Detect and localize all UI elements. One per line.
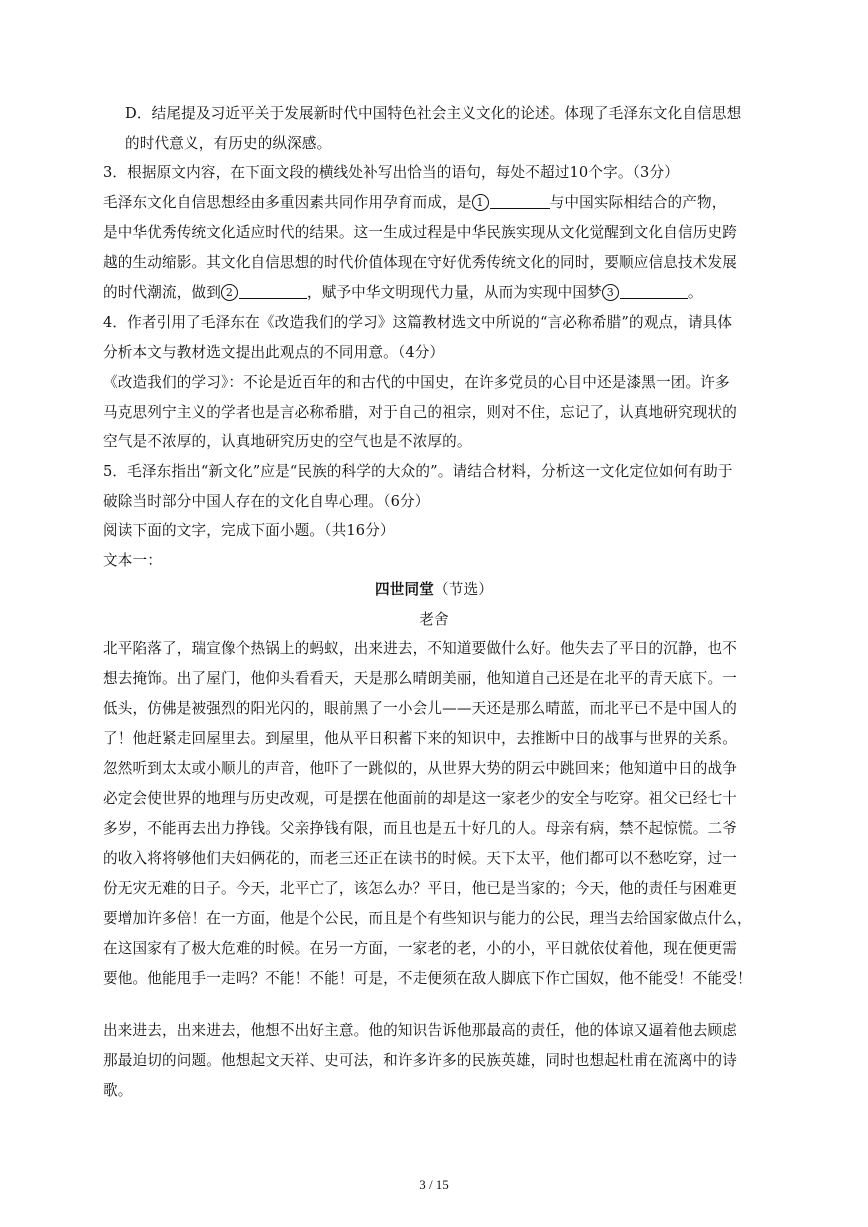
- fill-blank-2[interactable]: [239, 283, 307, 299]
- passage-line: 要他。他能甩手一走吗？不能！不能！可是，不走便须在敌人脚底下作亡国奴，他不能受！不能受！: [103, 970, 752, 987]
- passage-title: [0, 580, 868, 600]
- passage-text: 与中国实际相结合的产物，: [549, 194, 727, 211]
- blank-marker-2: 2: [221, 284, 238, 301]
- passage-line: 了！他赶紧走回屋里去。到屋里，他从平日积蓄下来的知识中，去推断中日的战事与世界的关系。: [103, 730, 737, 747]
- passage-line: 份无灾无难的日子。今天，北平亡了，该怎么办？平日，他已是当家的；今天，他的责任与困难更: [103, 880, 737, 897]
- option-d-line1: D．结尾提及习近平关于发展新时代中国特色社会主义文化的论述。体现了毛泽东文化自信思想: [125, 105, 742, 122]
- passage-line: 的收入将将够他们夫妇俩花的，而老三还正在读书的时候。天下太平，他们都可以不愁吃穿，过一: [103, 850, 737, 867]
- passage-text: 毛泽东文化自信思想经由多重因素共同作用孕育而成，是: [103, 194, 472, 211]
- question-5-line1: 5．毛泽东指出“新文化”应是“民族的科学的大众的”。请结合材料，分析这一文化定位如何有助于: [103, 463, 733, 480]
- title-main: 四世同堂: [375, 581, 434, 598]
- question-3-passage-line4: [103, 283, 773, 303]
- passage-line: 要增加许多倍！在一方面，他是个公民，而且是个有些知识与能力的公民，理当去给国家做点什么，: [103, 910, 752, 927]
- question-3-passage-line2: 是中华优秀传统文化适应时代的结果。这一生成过程是中华民族实现从文化觉醒到文化自信历史跨: [103, 224, 737, 241]
- passage-line: 多岁，不能再去出力挣钱。父亲挣钱有限，而且也是五十好几的人。母亲有病，禁不起惊慌。二爷: [103, 820, 737, 837]
- passage-line: 想去掩饰。出了屋门，他仰头看看天，天是那么晴朗美丽，他知道自己还是在北平的青天底下。一: [103, 670, 737, 687]
- question-5-line2: 破除当时部分中国人存在的文化自卑心理。（6分）: [103, 493, 430, 510]
- passage-line: 那最迫切的问题。他想起文天祥、史可法，和许多许多的民族英雄，同时也想起杜甫在流离中的诗: [103, 1052, 737, 1069]
- page-number: 3 / 15: [419, 1177, 449, 1192]
- passage-line: 在这国家有了极大危难的时候。在另一方面，一家老的老，小的小，平日就依仗着他，现在便更需: [103, 940, 737, 957]
- passage-line: 出来进去，出来进去，他想不出好主意。他的知识告诉他那最高的责任，他的体谅又逼着他去顾虑: [103, 1022, 737, 1039]
- question-3-passage-line3: 越的生动缩影。其文化自信思想的时代价值体现在守好优秀传统文化的同时，要顺应信息技术发展: [103, 254, 737, 271]
- question-3-passage-line1: [103, 193, 773, 213]
- passage-author: 老舍: [419, 611, 449, 628]
- quote-line2: 马克思列宁主义的学者也是言必称希腊，对于自己的祖宗，则对不住，忘记了，认真地研究现状的: [103, 404, 737, 421]
- passage-text: ，赋予中华文明现代力量，从而为实现中国梦: [306, 284, 602, 301]
- passage-text: 。: [687, 284, 703, 301]
- passage-line: 低头，仿佛是被强烈的阳光闪的，眼前黑了一小会儿——天还是那么晴蓝，而北平已不是中国人的: [103, 700, 737, 717]
- blank-marker-3: 3: [602, 284, 619, 301]
- fill-blank-3[interactable]: [620, 283, 688, 299]
- text-label: 文本一：: [103, 552, 162, 569]
- question-4-line2: 分析本文与教材选文提出此观点的不同用意。（4分）: [103, 344, 445, 361]
- question-3-prompt: 3．根据原文内容，在下面文段的横线处补写出恰当的语句，每处不超过10个字。（3分）: [103, 164, 679, 181]
- quote-line3: 空气是不浓厚的，认真地研究历史的空气也是不浓厚的。: [103, 433, 472, 450]
- section-intro: 阅读下面的文字，完成下面小题。（共16分）: [103, 522, 395, 539]
- passage-line: 歌。: [103, 1082, 133, 1099]
- fill-blank-1[interactable]: [490, 193, 550, 209]
- passage-line: 必定会使世界的地理与历史改观，可是摆在他面前的却是这一家老少的安全与吃穿。祖父已经七十: [103, 790, 737, 807]
- title-note: （节选）: [434, 581, 493, 598]
- passage-line: 北平陷落了，瑞宣像个热锅上的蚂蚁，出来进去，不知道要做什么好。他失去了平日的沉静，也不: [103, 640, 737, 657]
- question-4-line1: 4．作者引用了毛泽东在《改造我们的学习》这篇教材选文中所说的“言必称希腊”的观点，请具体: [103, 314, 733, 331]
- passage-text: 的时代潮流，做到: [103, 284, 221, 301]
- option-d-line2: 的时代意义，有历史的纵深感。: [125, 135, 332, 152]
- passage-line: 忽然听到太太或小顺儿的声音，他吓了一跳似的，从世界大势的阴云中跳回来；他知道中日的战争: [103, 760, 737, 777]
- blank-marker-1: 1: [472, 194, 489, 211]
- quote-line1: 《改造我们的学习》：不论是近百年的和古代的中国史，在许多党员的心目中还是漆黑一团。许多: [103, 374, 730, 391]
